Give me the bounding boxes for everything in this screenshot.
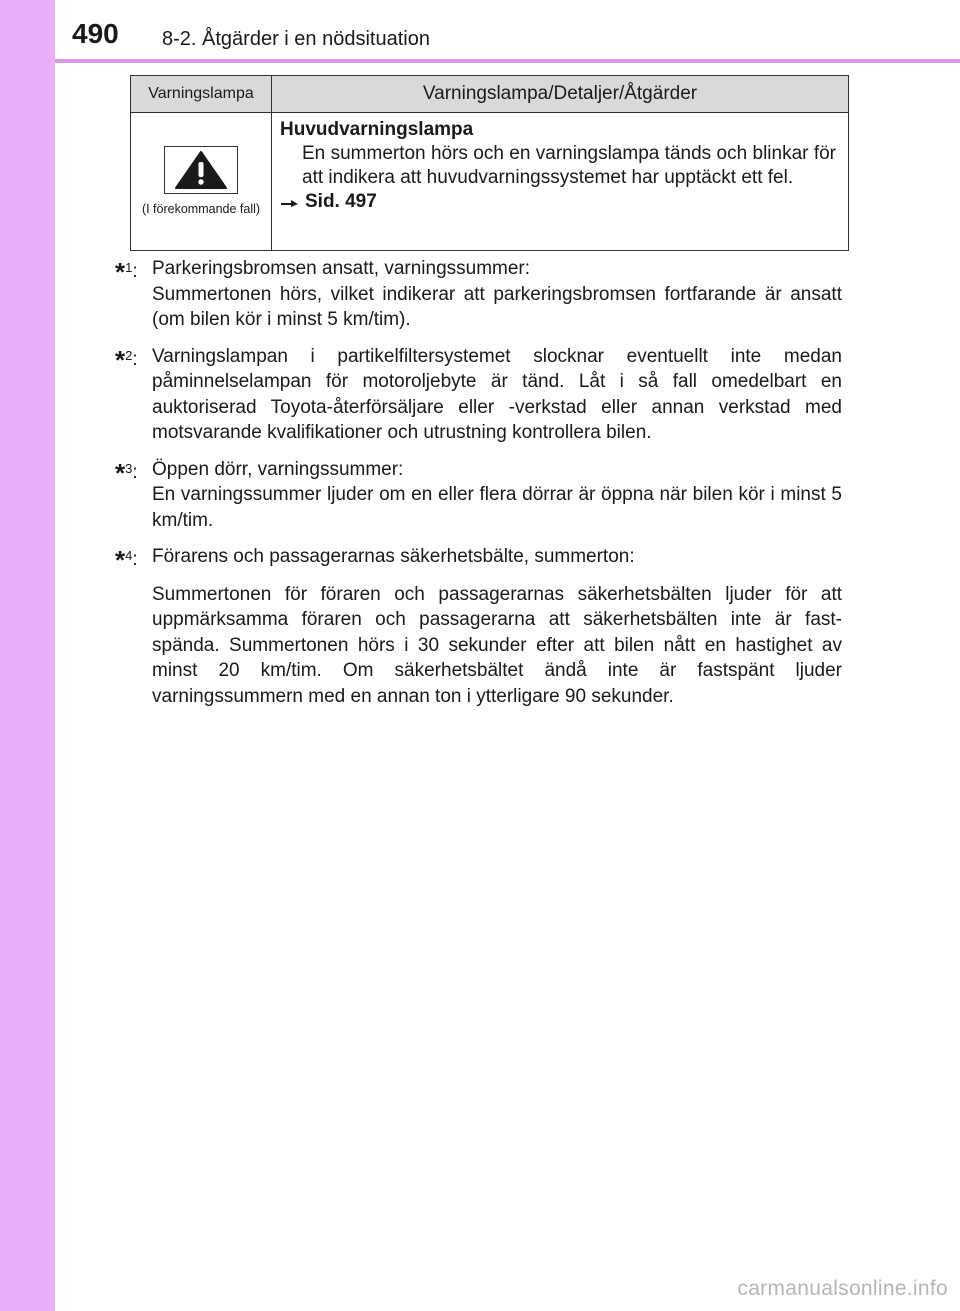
table-header-details: Varningslampa/Detaljer/Åtgärder [272, 76, 849, 113]
footnote-body: En varningssummer ljuder om en eller flera dörrar är öppna när bilen kör i minst 5 km/tim. [152, 484, 842, 531]
section-title: 8-2. Åtgärder i en nödsituation [162, 28, 430, 50]
table-header-row [131, 76, 849, 113]
watermark: carmanualsonline.info [737, 1277, 948, 1300]
footnotes [115, 256, 842, 720]
footnote-marker: *$^4$: [115, 545, 138, 575]
footnote-heading: Öppen dörr, varningssummer: [152, 458, 404, 480]
footnote [115, 344, 842, 446]
arrow-right-icon [280, 197, 300, 207]
table-row [131, 113, 849, 251]
page-reference-text: Sid. 497 [305, 191, 377, 212]
footnote-heading: Parkeringsbromsen ansatt, varningssummer: [152, 258, 531, 279]
table-header-warning-light: Varningslampa [131, 76, 272, 113]
detail-title: Huvudvarningslampa [280, 119, 474, 140]
footnote [115, 457, 842, 534]
footnote-marker: *$^1$: [115, 257, 138, 287]
page-reference-link[interactable] [280, 190, 836, 214]
footnote-heading: Förarens och passagerarnas säkerhetsbälte, summerton: [152, 546, 635, 567]
detail-text: En summerton hörs och en varningslampa tänds och blinkar för att indikera att huvudvarningssystemet har upptäckt ett fel. [302, 143, 836, 188]
icon-cell [131, 113, 272, 251]
header-rule [55, 59, 960, 63]
footnote-body: Summertonen för föraren och passagerarnas säkerhetsbälten ljuder för att uppmärksamma föraren och passagerarna att säkerhetsbälten inte är fast-spända. Summertonen hörs i 30 sekunder efter att bilen nått en hastighet av minst 20 km/tim. Om säkerhetsbältet ändå inte är fastspänt ljuder varningssummern med en annan ton i ytterligare 90 sekunder. [152, 583, 842, 707]
page-sidebar [0, 0, 55, 1311]
footnote-marker: *$^3$: [115, 457, 138, 488]
footnote-heading: Varningslampan i partikelfiltersystemet slocknar eventuellt inte medan påminnelselampan för motoroljebyte är tänd. Låt i så fall omedelbart en auktoriserad Toyota-återförsäljare eller -verkstad eller annan verkstad med motsvarande kvalifikationer och utrustning kontrollera bilen. [152, 345, 842, 443]
footnote-marker: *$^2$: [115, 344, 138, 375]
warning-triangle-icon [164, 146, 238, 194]
footnote [115, 544, 842, 709]
detail-cell [272, 113, 849, 251]
warning-light-table [130, 75, 849, 251]
footnote-body: Summertonen hörs, vilket indikerar att parkeringsbromsen fortfarande är ansatt (om bilen kör i minst 5 km/tim). [152, 283, 842, 330]
page-number: 490 [72, 18, 119, 49]
footnote [115, 256, 842, 333]
icon-caption: (I förekommande fall) [141, 202, 261, 216]
